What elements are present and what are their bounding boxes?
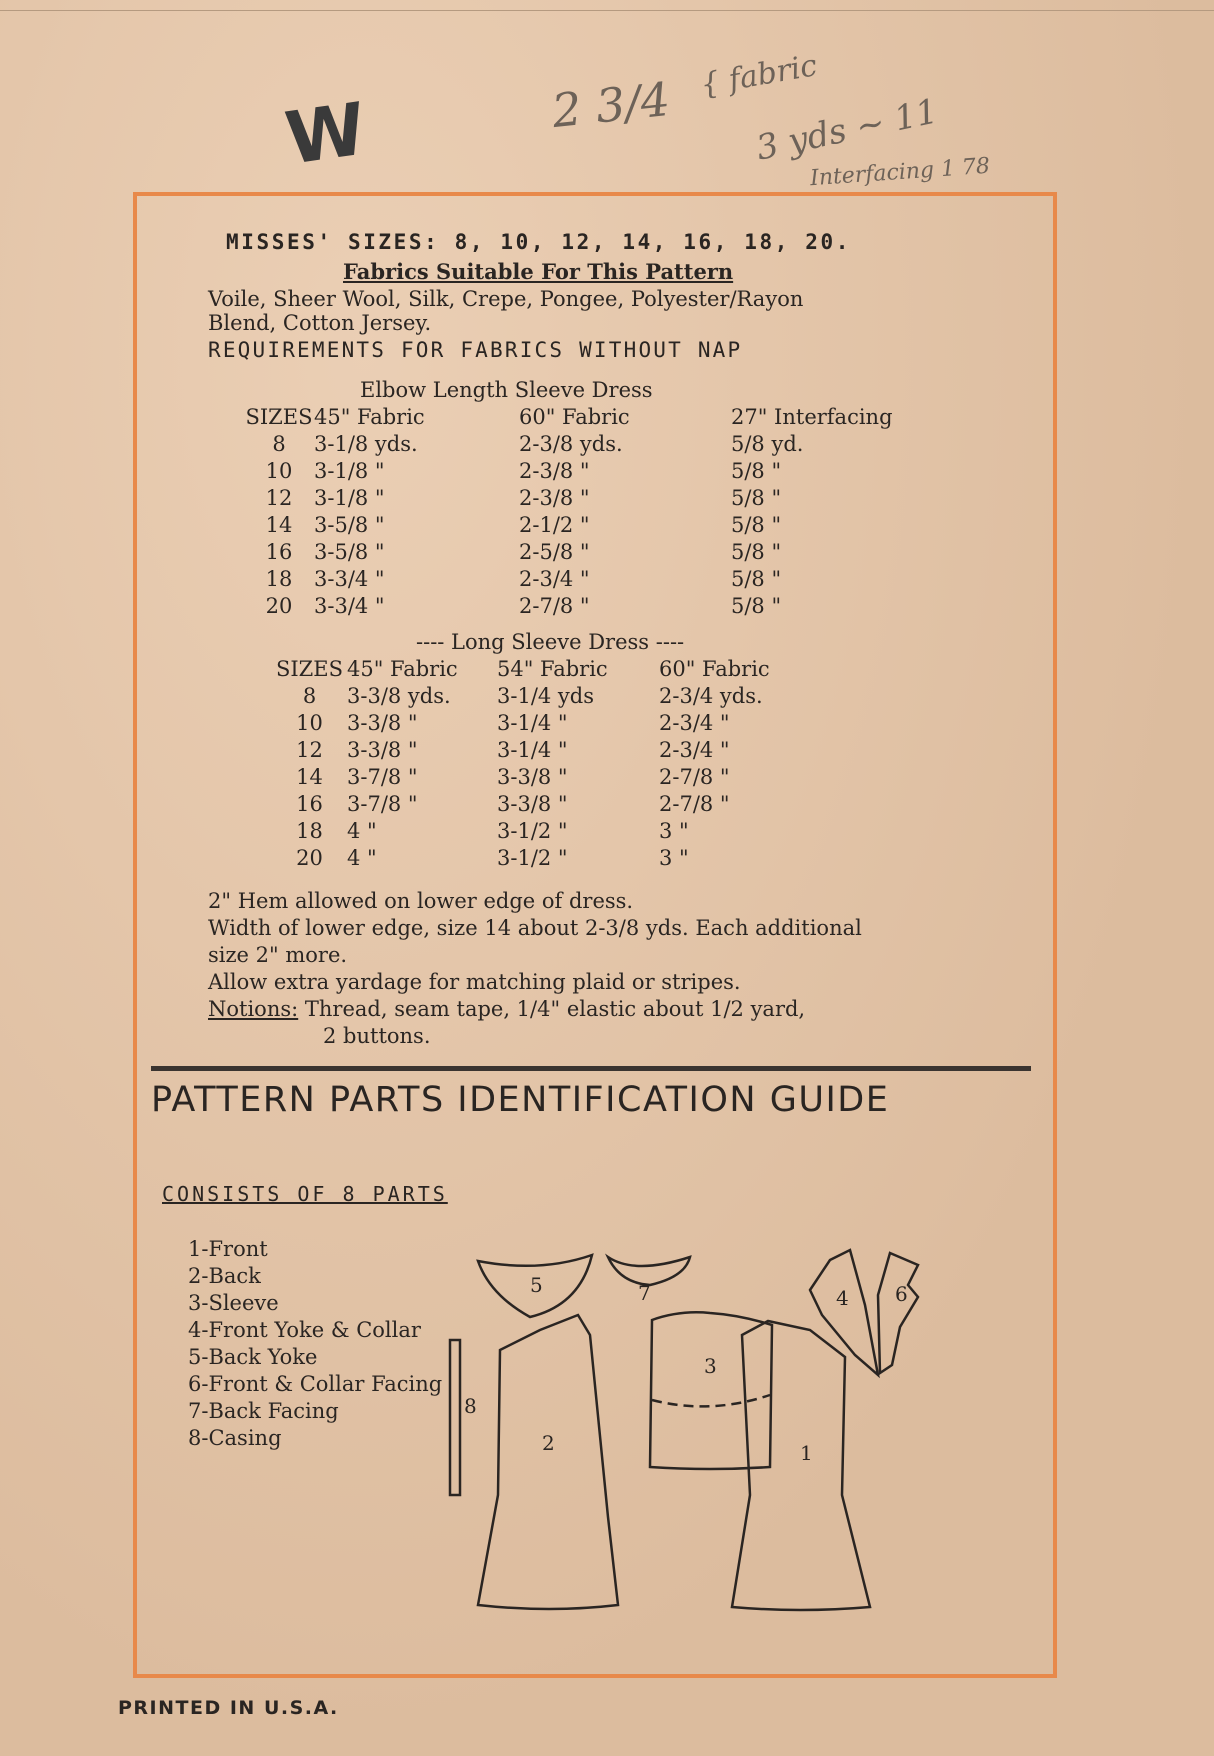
table-cell: 3-5/8 " — [314, 540, 385, 564]
handwritten-mark: W — [280, 87, 365, 181]
part-list-item: 3-Sleeve — [188, 1291, 279, 1315]
width-note-2: size 2" more. — [208, 943, 348, 967]
table-row — [244, 458, 931, 485]
table-row — [272, 764, 829, 791]
table-cell: 3 " — [659, 819, 689, 843]
pencil-note-yards: 3 yds ~ 11 — [752, 91, 942, 169]
part-list-item: 8-Casing — [188, 1426, 282, 1450]
column-header: 60" Fabric — [519, 405, 630, 429]
table-cell: 4 " — [347, 846, 377, 870]
table-cell: 12 — [265, 486, 293, 510]
table-cell: 2-7/8 " — [519, 594, 590, 618]
table-row — [272, 845, 829, 872]
pencil-note-fabric: { fabric — [697, 48, 820, 103]
piece-6-front-facing — [878, 1253, 918, 1373]
table-cell: 14 — [296, 765, 323, 789]
table-row — [244, 539, 931, 566]
part-list-item: 4-Front Yoke & Collar — [188, 1318, 421, 1342]
notions-text-2: 2 buttons. — [323, 1024, 431, 1048]
piece-3-sleeve — [650, 1312, 772, 1469]
piece-number-2: 2 — [542, 1431, 555, 1455]
table-cell: 3 " — [659, 846, 689, 870]
table-cell: 3-1/4 " — [497, 711, 568, 735]
table-cell: 3-5/8 " — [314, 513, 385, 537]
table-cell: 3-3/4 " — [314, 594, 385, 618]
table-header — [244, 404, 931, 431]
table-cell: 18 — [296, 819, 323, 843]
consists-heading: CONSISTS OF 8 PARTS — [162, 1182, 448, 1206]
table-cell: 5/8 " — [731, 486, 782, 510]
table-cell: 8 — [272, 432, 286, 456]
table-cell: 3-3/8 " — [347, 738, 418, 762]
piece-number-3: 3 — [704, 1354, 717, 1378]
notions-label: Notions: — [208, 997, 299, 1021]
hem-note: 2" Hem allowed on lower edge of dress. — [208, 889, 634, 913]
guide-title: PATTERN PARTS IDENTIFICATION GUIDE — [151, 1080, 890, 1120]
pencil-note-fraction: 2 3/4 — [549, 71, 673, 139]
table-cell: 2-3/8 " — [519, 486, 590, 510]
table-cell: 12 — [296, 738, 323, 762]
piece-2-back — [478, 1315, 618, 1609]
table-cell: 4 " — [347, 819, 377, 843]
table-cell: 16 — [296, 792, 323, 816]
table-row — [244, 431, 931, 458]
width-note-1: Width of lower edge, size 14 about 2-3/8 yds. Each additional — [208, 916, 862, 940]
table-header — [272, 656, 829, 683]
table-cell: 3-1/4 " — [497, 738, 568, 762]
table-cell: 3-1/2 " — [497, 819, 568, 843]
part-list-item: 7-Back Facing — [188, 1399, 339, 1423]
table-cell: 2-7/8 " — [659, 792, 730, 816]
notions-line — [208, 996, 862, 1023]
table-cell: 5/8 " — [731, 594, 782, 618]
table-cell: 5/8 " — [731, 459, 782, 483]
long-sleeve-table — [272, 656, 829, 872]
table-row — [244, 566, 931, 593]
table-cell: 2-3/4 " — [659, 738, 730, 762]
column-header: 60" Fabric — [659, 657, 770, 681]
table-cell: 3-1/8 yds. — [314, 432, 418, 456]
column-header: SIZES — [245, 405, 313, 429]
table-cell: 18 — [265, 567, 293, 591]
table-cell: 3-1/4 yds — [497, 684, 595, 708]
table-cell: 3-3/8 " — [497, 765, 568, 789]
table-cell: 10 — [296, 711, 323, 735]
table-cell: 5/8 yd. — [731, 432, 804, 456]
elbow-sleeve-table — [244, 404, 931, 620]
table-cell: 14 — [265, 513, 293, 537]
table-cell: 2-5/8 " — [519, 540, 590, 564]
table-cell: 2-7/8 " — [659, 765, 730, 789]
piece-number-1: 1 — [800, 1441, 813, 1465]
fabrics-line-2: Blend, Cotton Jersey. — [208, 311, 432, 335]
table-cell: 5/8 " — [731, 567, 782, 591]
notions-text-1: Thread, seam tape, 1/4" elastic about 1/2 yard, — [298, 997, 806, 1021]
table-cell: 3-1/8 " — [314, 486, 385, 510]
table-cell: 20 — [296, 846, 323, 870]
column-header: 45" Fabric — [314, 405, 425, 429]
section-divider — [151, 1066, 1031, 1071]
table-cell: 16 — [265, 540, 293, 564]
table-cell: 3-3/8 yds. — [347, 684, 451, 708]
top-edge-line — [0, 10, 1214, 11]
table-cell: 3-3/4 " — [314, 567, 385, 591]
piece-number-7: 7 — [638, 1281, 651, 1305]
misses-sizes-line: MISSES' SIZES: 8, 10, 12, 14, 16, 18, 20. — [226, 230, 851, 254]
table-row — [244, 485, 931, 512]
table-cell: 5/8 " — [731, 513, 782, 537]
column-header: SIZES — [276, 657, 343, 681]
table-cell: 3-3/8 " — [347, 711, 418, 735]
part-list-item: 2-Back — [188, 1264, 261, 1288]
table-cell: 3-7/8 " — [347, 765, 418, 789]
table-cell: 2-3/8 " — [519, 459, 590, 483]
table-cell: 10 — [265, 459, 293, 483]
table-cell: 20 — [265, 594, 293, 618]
table-cell: 3-1/2 " — [497, 846, 568, 870]
requirements-heading: REQUIREMENTS FOR FABRICS WITHOUT NAP — [208, 338, 743, 362]
table-row — [272, 791, 829, 818]
parts-list — [188, 1236, 442, 1452]
pencil-note-interfacing: Interfacing 1 78 — [809, 153, 991, 192]
column-header: 27" Interfacing — [731, 405, 893, 429]
table-row — [272, 710, 829, 737]
table-cell: 2-3/8 yds. — [519, 432, 623, 456]
table-cell: 2-3/4 " — [659, 711, 730, 735]
allow-note: Allow extra yardage for matching plaid or stripes. — [208, 970, 741, 994]
table-row — [244, 593, 931, 620]
table-row — [244, 512, 931, 539]
part-list-item: 1-Front — [188, 1237, 268, 1261]
fabrics-heading: Fabrics Suitable For This Pattern — [343, 259, 734, 284]
pattern-pieces-diagram — [464, 1235, 1030, 1625]
table-cell: 2-1/2 " — [519, 513, 590, 537]
table-row — [272, 737, 829, 764]
piece-number-8: 8 — [464, 1394, 477, 1418]
piece-number-6: 6 — [895, 1282, 908, 1306]
column-header: 45" Fabric — [347, 657, 458, 681]
piece-number-4: 4 — [836, 1286, 849, 1310]
table-cell: 5/8 " — [731, 540, 782, 564]
printed-in-usa: PRINTED IN U.S.A. — [118, 1697, 339, 1719]
long-sleeve-table-title: ---- Long Sleeve Dress ---- — [416, 630, 685, 654]
elbow-sleeve-table-title: Elbow Length Sleeve Dress — [360, 378, 653, 402]
table-cell: 2-3/4 yds. — [659, 684, 763, 708]
fabrics-line-1: Voile, Sheer Wool, Silk, Crepe, Pongee, Polyester/Rayon — [208, 287, 804, 311]
table-cell: 8 — [302, 684, 317, 708]
piece-1-front — [732, 1321, 870, 1610]
table-cell: 3-3/8 " — [497, 792, 568, 816]
piece-number-5: 5 — [530, 1273, 543, 1297]
table-row — [272, 683, 829, 710]
table-row — [272, 818, 829, 845]
column-header: 54" Fabric — [497, 657, 608, 681]
part-list-item: 6-Front & Collar Facing — [188, 1372, 443, 1396]
notes-block — [208, 888, 862, 1050]
table-cell: 2-3/4 " — [519, 567, 590, 591]
table-cell: 3-7/8 " — [347, 792, 418, 816]
part-list-item: 5-Back Yoke — [188, 1345, 318, 1369]
table-cell: 3-1/8 " — [314, 459, 385, 483]
